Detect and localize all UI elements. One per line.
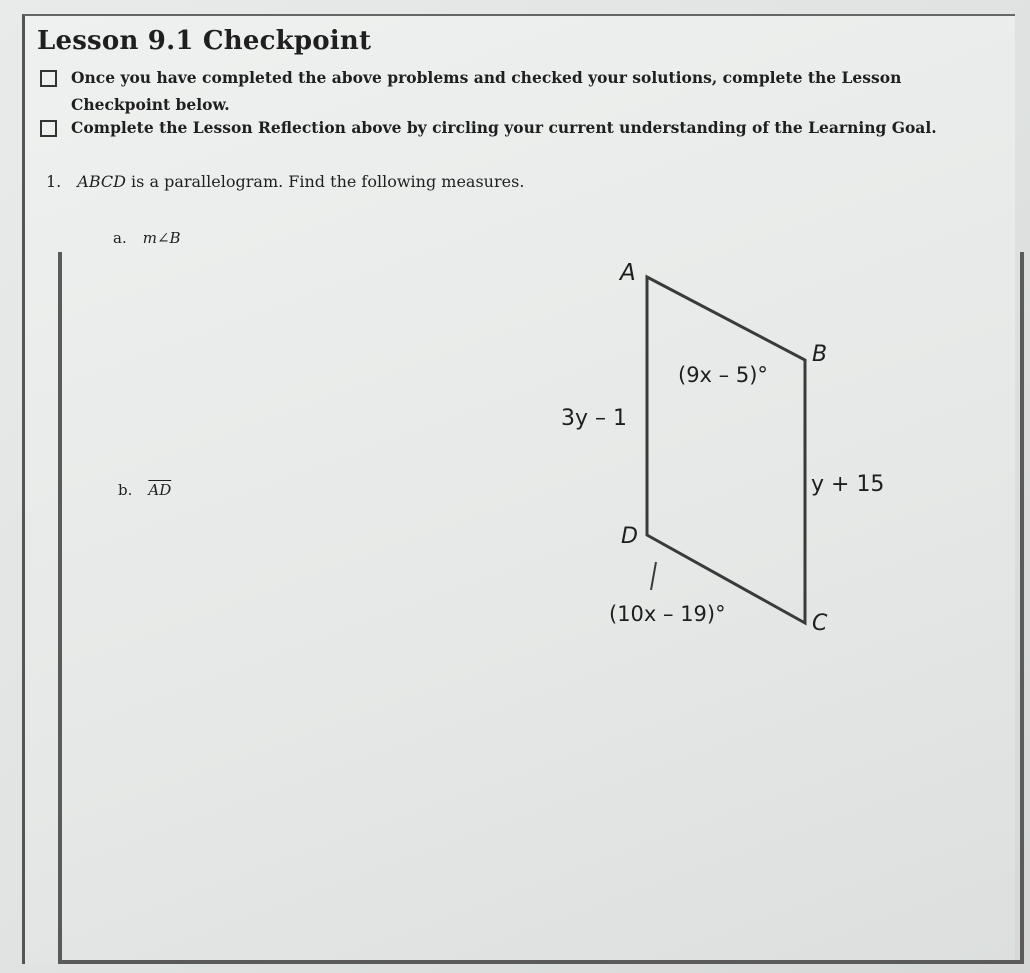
part-a-letter: a. <box>113 229 127 247</box>
checklist-text-2: Complete the Lesson Reflection above by circling your current understanding of the Learning Goal. <box>71 118 937 137</box>
vertex-d-label: D <box>621 524 638 549</box>
label-pointer-line <box>651 562 656 590</box>
vertex-c-label: C <box>812 611 828 636</box>
part-a-expression: m∠B <box>142 229 181 247</box>
part-b-letter: b. <box>118 481 133 499</box>
vertex-a-label: A <box>620 260 636 286</box>
side-ad-label: 3y – 1 <box>561 406 627 431</box>
part-b-expression: $\overline{AD}$ <box>148 481 172 499</box>
question-shape: ABCD <box>77 172 126 191</box>
parallelogram-shape <box>647 277 805 623</box>
side-bc-label: y + 15 <box>811 472 885 497</box>
checklist-text-1: Once you have completed the above problems and checked your solutions, complete the Lesson Checkpoint below. <box>71 68 902 114</box>
page-title: Lesson 9.1 Checkpoint <box>37 26 372 56</box>
question-number: 1. <box>46 172 62 191</box>
angle-b-label: (9x – 5)° <box>678 363 768 387</box>
angle-d-label: (10x – 19)° <box>609 602 726 626</box>
vertex-b-label: B <box>812 342 828 367</box>
question-prompt: is a parallelogram. Find the following measures. <box>131 172 525 191</box>
